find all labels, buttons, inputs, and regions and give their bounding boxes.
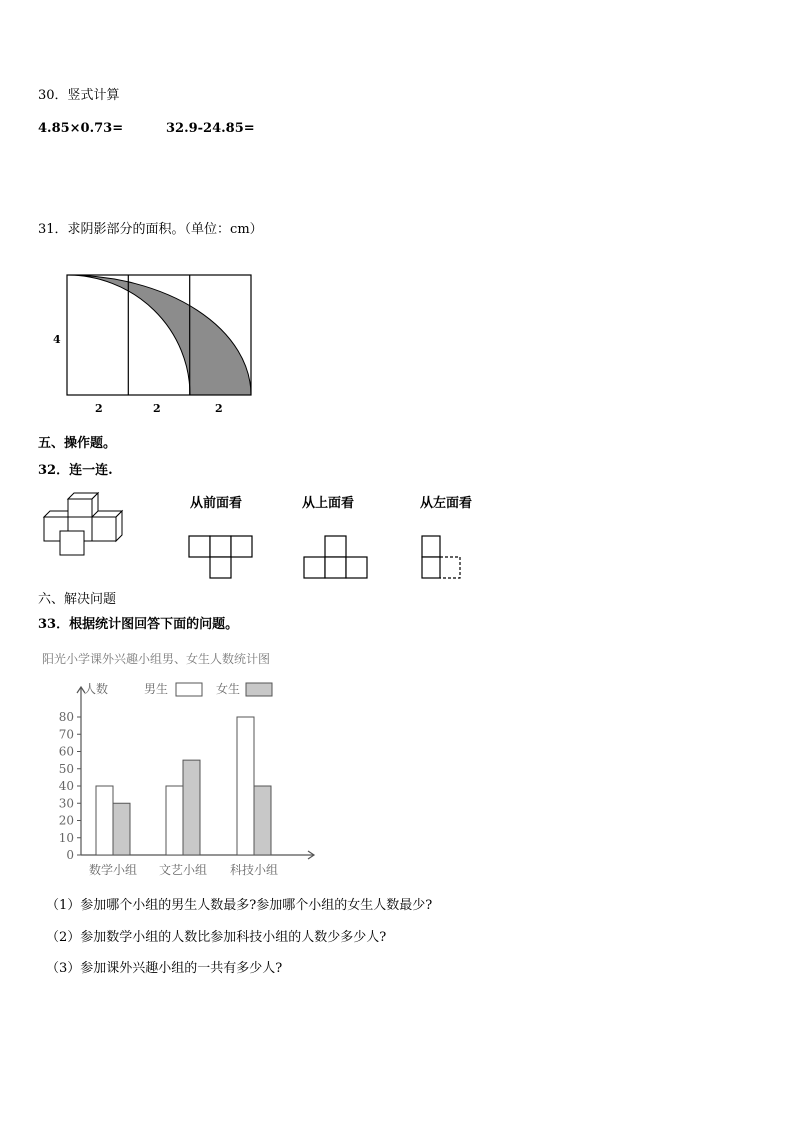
width-label-3: 2 bbox=[215, 402, 223, 415]
q30-expression-2: 32.9-24.85= bbox=[166, 121, 255, 136]
q33-question-1: （1）参加哪个小组的男生人数最多?参加哪个小组的女生人数最少? bbox=[46, 898, 433, 913]
bar-girls-1 bbox=[113, 803, 130, 855]
bar-girls-2 bbox=[183, 760, 200, 855]
y-tick-label: 20 bbox=[58, 813, 74, 828]
top-view-shape bbox=[300, 532, 370, 582]
legend-swatch-girls bbox=[246, 683, 272, 696]
bar-boys-3 bbox=[237, 717, 254, 855]
legend-label-girls: 女生 bbox=[216, 682, 241, 696]
x-category-label: 科技小组 bbox=[229, 863, 279, 877]
y-tick-label: 40 bbox=[58, 779, 74, 793]
y-tick-label: 70 bbox=[58, 727, 74, 742]
width-label-1: 2 bbox=[95, 402, 103, 415]
bar-boys-1 bbox=[96, 786, 113, 855]
view-label-front: 从前面看 bbox=[190, 496, 243, 511]
x-category-label: 数学小组 bbox=[88, 863, 138, 877]
q33-question-2: （2）参加数学小组的人数比参加科技小组的人数少多少人? bbox=[46, 930, 387, 945]
y-axis-label: 人数 bbox=[84, 682, 109, 696]
shaded-region bbox=[67, 275, 251, 395]
view-label-left: 从左面看 bbox=[420, 496, 473, 511]
section-5-heading: 五、操作题。 bbox=[38, 436, 117, 451]
chart-title: 阳光小学课外兴趣小组男、女生人数统计图 bbox=[42, 652, 271, 666]
q31-heading: 31．求阴影部分的面积。（单位：cm） bbox=[38, 222, 263, 237]
shaded-area-figure bbox=[45, 265, 265, 420]
legend-swatch-boys bbox=[176, 683, 202, 696]
section-6-heading: 六、解决问题 bbox=[38, 592, 117, 607]
bar-chart bbox=[38, 645, 328, 880]
view-label-top: 从上面看 bbox=[302, 496, 355, 511]
y-tick-label: 60 bbox=[58, 744, 74, 759]
width-label-2: 2 bbox=[153, 402, 161, 415]
cube-stack-figure bbox=[40, 492, 130, 562]
bar-girls-3 bbox=[254, 786, 271, 855]
y-tick-label: 50 bbox=[58, 761, 74, 776]
left-view-shape bbox=[418, 532, 468, 582]
q30-heading: 30．竖式计算 bbox=[38, 88, 120, 103]
legend-label-boys: 男生 bbox=[144, 682, 169, 696]
y-tick-label: 0 bbox=[66, 848, 74, 862]
y-tick-label: 10 bbox=[58, 830, 74, 845]
q32-heading: 32．连一连. bbox=[38, 463, 113, 478]
x-category-label: 文艺小组 bbox=[158, 863, 208, 877]
bar-boys-2 bbox=[166, 786, 183, 855]
q33-heading: 33．根据统计图回答下面的问题。 bbox=[38, 617, 239, 632]
front-view-shape bbox=[185, 532, 275, 582]
y-tick-label: 30 bbox=[58, 796, 74, 811]
y-tick-label: 80 bbox=[58, 710, 74, 724]
height-label: 4 bbox=[53, 333, 61, 346]
q33-question-3: （3）参加课外兴趣小组的一共有多少人? bbox=[46, 961, 283, 976]
q30-expression-1: 4.85×0.73= bbox=[38, 121, 124, 136]
